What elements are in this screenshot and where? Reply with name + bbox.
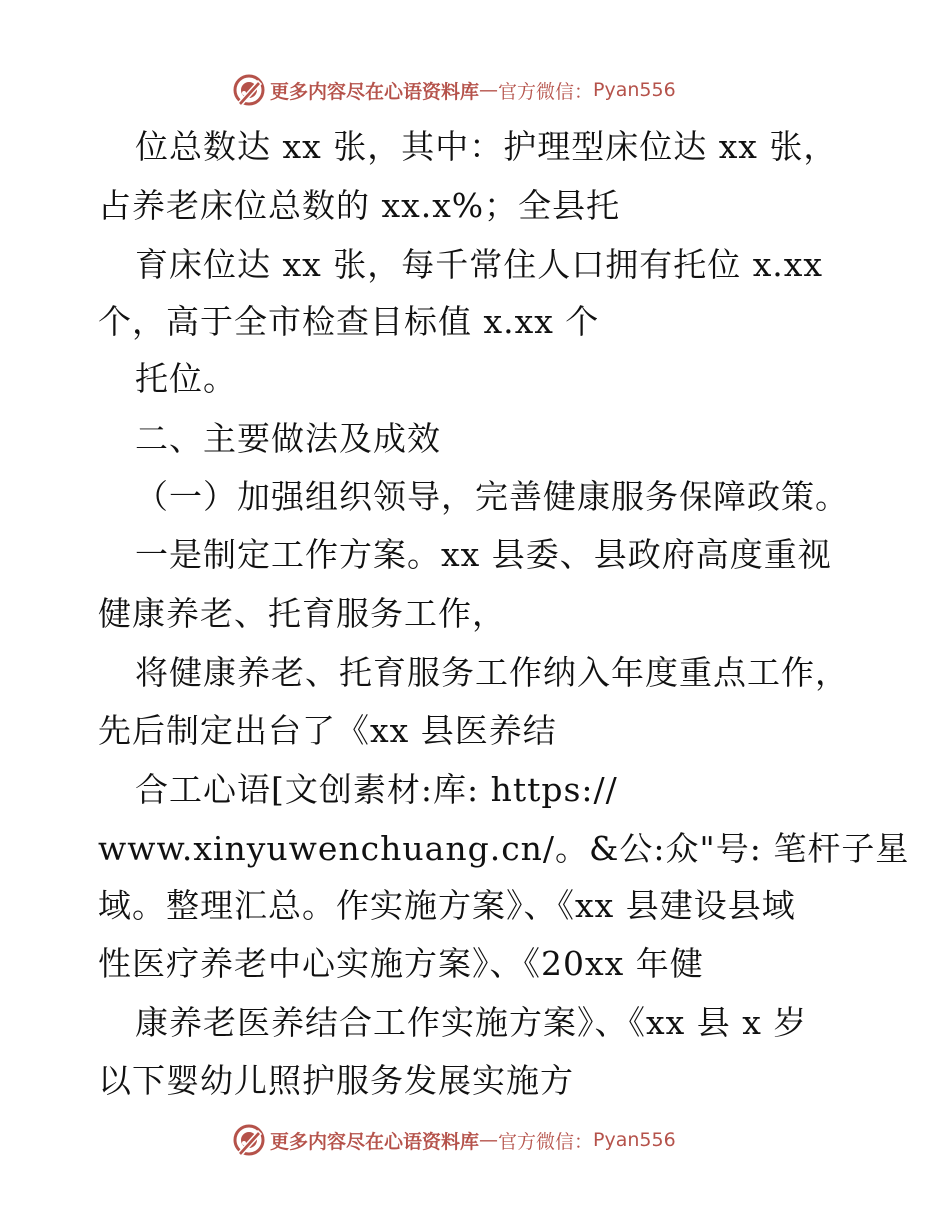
text-line: 托位。 xyxy=(135,359,237,398)
text-line: 占养老床位总数的 xx.x%；全县托 xyxy=(98,186,621,225)
text-line: 育床位达 xx 张，每千常住人口拥有托位 x.xx xyxy=(135,245,824,284)
footer-watermark-banner xyxy=(232,1123,732,1157)
text-line: 位总数达 xx 张，其中：护理型床位达 xx 张， xyxy=(135,127,838,166)
banner-text: 更多内容尽在心语资料库 xyxy=(270,1130,480,1153)
text-line: 将健康养老、托育服务工作纳入年度重点工作， xyxy=(135,653,849,692)
banner-text: 更多内容尽在心语资料库 xyxy=(270,80,480,103)
text-line: 先后制定出台了《xx 县医养结 xyxy=(98,711,557,750)
text-line: 健康养老、托育服务工作， xyxy=(98,594,506,633)
banner-wechat-id: Pyan556 xyxy=(593,1129,676,1151)
text-line: 性医疗养老中心实施方案》、《20xx 年健 xyxy=(98,944,704,983)
banner-separator: — xyxy=(479,1129,499,1151)
section-heading: 二、主要做法及成效 xyxy=(135,419,441,458)
banner-wechat-label: 官方微信： xyxy=(498,1130,594,1153)
pen-logo-icon xyxy=(232,73,266,107)
banner-wechat-label: 官方微信： xyxy=(498,80,594,103)
text-line: www.xinyuwenchuang.cn/。&公:众"号: 笔杆子星 xyxy=(98,829,910,868)
banner-wechat-id: Pyan556 xyxy=(593,79,676,101)
pen-logo-icon xyxy=(232,1123,266,1157)
text-line: 康养老医养结合工作实施方案》、《xx 县 x 岁 xyxy=(135,1003,808,1042)
text-line: 合工心语[文创素材:库: https:// xyxy=(135,770,618,809)
banner-separator: — xyxy=(479,79,499,101)
text-line: 个，高于全市检查目标值 x.xx 个 xyxy=(98,302,600,341)
header-watermark-banner xyxy=(232,73,732,107)
text-line: 以下婴幼儿照护服务发展实施方 xyxy=(98,1061,574,1100)
subsection-heading: （一）加强组织领导，完善健康服务保障政策。 xyxy=(135,477,849,516)
text-line: 域。整理汇总。作实施方案》、《xx 县建设县域 xyxy=(98,886,796,925)
text-line: 一是制定工作方案。xx 县委、县政府高度重视 xyxy=(135,535,832,574)
